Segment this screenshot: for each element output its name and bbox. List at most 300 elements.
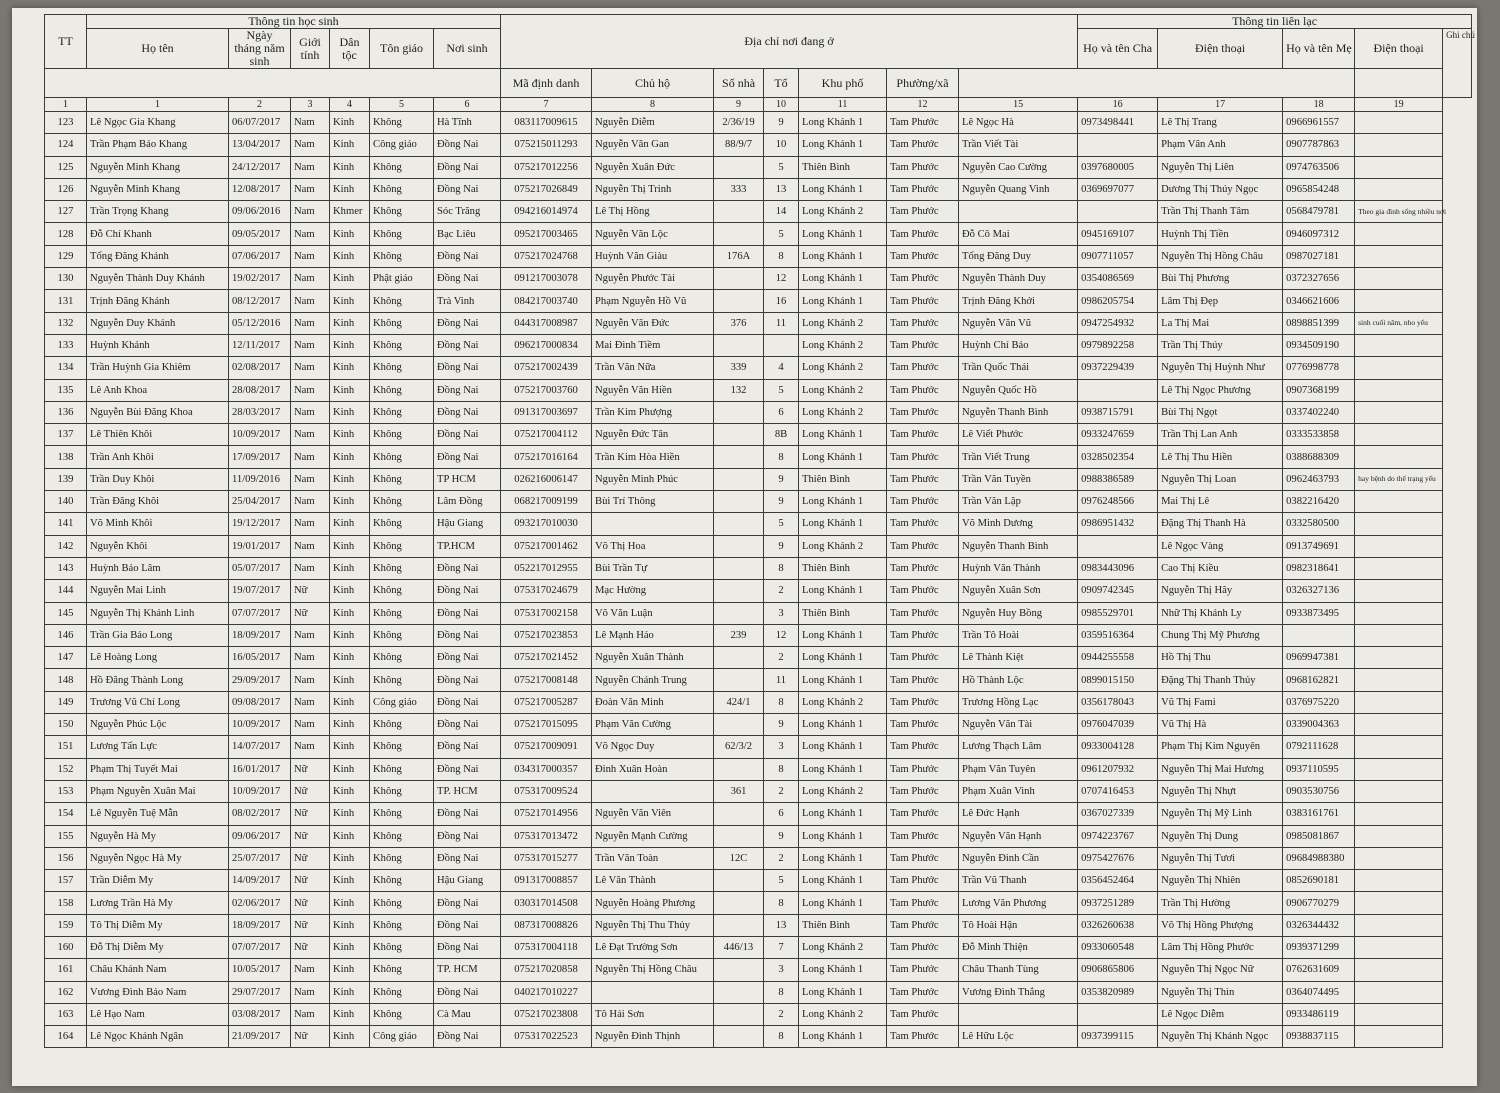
group-number: 5 [764, 379, 799, 401]
birthplace: Đồng Nai [434, 268, 501, 290]
gender: Nam [291, 134, 330, 156]
father-phone: 0899015150 [1078, 669, 1158, 691]
row-number: 160 [45, 936, 87, 958]
ward: Tam Phước [887, 825, 959, 847]
row-number: 128 [45, 223, 87, 245]
mother-name: Lâm Thị Hồng Phước [1158, 936, 1283, 958]
row-number: 163 [45, 1003, 87, 1025]
note [1355, 602, 1443, 624]
column-number: 10 [764, 98, 799, 112]
mother-name: Nguyễn Thị Liên [1158, 156, 1283, 178]
religion: Không [370, 424, 434, 446]
mother-name: La Thị Mai [1158, 312, 1283, 334]
group-number: 3 [764, 736, 799, 758]
row-number: 154 [45, 803, 87, 825]
table-row [45, 446, 1472, 468]
note [1355, 535, 1443, 557]
birthplace: Cà Mau [434, 1003, 501, 1025]
religion: Không [370, 624, 434, 646]
birthplace: Đồng Nai [434, 178, 501, 200]
ethnicity: Kinh [330, 936, 370, 958]
birthplace: Đồng Nai [434, 1026, 501, 1048]
ward: Tam Phước [887, 892, 959, 914]
id-number: 075217012256 [501, 156, 592, 178]
birthplace: Đồng Nai [434, 334, 501, 356]
table-row [45, 245, 1472, 267]
header-chu-ho: Chủ hộ [592, 69, 714, 98]
group-number [764, 334, 799, 356]
header-dan-toc: Dân tộc [330, 29, 370, 69]
gender: Nữ [291, 803, 330, 825]
group-number: 14 [764, 201, 799, 223]
household-head: Nguyễn Diễm [592, 112, 714, 134]
mother-name: Nguyễn Thị Huỳnh Như [1158, 357, 1283, 379]
table-row [45, 847, 1472, 869]
quarter: Thiên Bình [799, 468, 887, 490]
note [1355, 290, 1443, 312]
ethnicity: Kinh [330, 468, 370, 490]
religion: Không [370, 535, 434, 557]
quarter: Long Khánh 2 [799, 357, 887, 379]
household-head: Tô Hải Sơn [592, 1003, 714, 1025]
mother-name: Nguyễn Thị Tươi [1158, 847, 1283, 869]
header-to: Tổ [764, 69, 799, 98]
header-gioi-tinh: Giới tính [291, 29, 330, 69]
group-number: 8 [764, 1026, 799, 1048]
note [1355, 268, 1443, 290]
group-number: 9 [764, 714, 799, 736]
religion: Công giáo [370, 134, 434, 156]
house-number [714, 1026, 764, 1048]
house-number [714, 491, 764, 513]
ward: Tam Phước [887, 513, 959, 535]
father-phone: 0976248566 [1078, 491, 1158, 513]
id-number: 091217003078 [501, 268, 592, 290]
ward: Tam Phước [887, 468, 959, 490]
group-number: 2 [764, 1003, 799, 1025]
mother-phone: 0962463793 [1283, 468, 1355, 490]
birth-date: 05/12/2016 [229, 312, 291, 334]
father-name: Lê Đức Hạnh [959, 803, 1078, 825]
father-phone: 0707416453 [1078, 780, 1158, 802]
id-number: 075217023808 [501, 1003, 592, 1025]
father-name: Võ Minh Dương [959, 513, 1078, 535]
note [1355, 379, 1443, 401]
gender: Nữ [291, 602, 330, 624]
table-row [45, 624, 1472, 646]
mother-name: Nguyễn Thị Nhựt [1158, 780, 1283, 802]
gender: Nam [291, 178, 330, 200]
father-name: Trần Văn Lập [959, 491, 1078, 513]
ethnicity: Kinh [330, 223, 370, 245]
mother-phone: 0388688309 [1283, 446, 1355, 468]
header-tt: TT [45, 15, 87, 69]
household-head: Nguyễn Xuân Đức [592, 156, 714, 178]
quarter: Long Khánh 1 [799, 624, 887, 646]
household-head: Huỳnh Văn Giàu [592, 245, 714, 267]
birth-date: 28/08/2017 [229, 379, 291, 401]
column-number: 7 [501, 98, 592, 112]
note [1355, 736, 1443, 758]
household-head: Nguyễn Văn Gan [592, 134, 714, 156]
row-number: 158 [45, 892, 87, 914]
table-row [45, 334, 1472, 356]
father-phone: 0945169107 [1078, 223, 1158, 245]
table-row [45, 1003, 1472, 1025]
gender: Nam [291, 468, 330, 490]
group-number: 9 [764, 825, 799, 847]
gender: Nam [291, 156, 330, 178]
mother-phone: 0852690181 [1283, 870, 1355, 892]
ward: Tam Phước [887, 803, 959, 825]
mother-name: Vũ Thị Fami [1158, 691, 1283, 713]
quarter: Long Khánh 1 [799, 758, 887, 780]
quarter: Long Khánh 2 [799, 691, 887, 713]
mother-phone: 0939371299 [1283, 936, 1355, 958]
table-row [45, 870, 1472, 892]
birthplace: Đồng Nai [434, 357, 501, 379]
father-phone: 0986205754 [1078, 290, 1158, 312]
birth-date: 29/07/2017 [229, 981, 291, 1003]
household-head: Trần Kim Hòa Hiền [592, 446, 714, 468]
table-row [45, 424, 1472, 446]
birthplace: Bạc Liêu [434, 223, 501, 245]
gender: Nam [291, 714, 330, 736]
quarter: Long Khánh 2 [799, 312, 887, 334]
quarter: Long Khánh 1 [799, 1026, 887, 1048]
note [1355, 892, 1443, 914]
ethnicity: Kinh [330, 1003, 370, 1025]
house-number [714, 981, 764, 1003]
table-row [45, 825, 1472, 847]
house-number: 88/9/7 [714, 134, 764, 156]
mother-name: Lê Ngọc Vàng [1158, 535, 1283, 557]
ethnicity: Kinh [330, 780, 370, 802]
mother-name: Vũ Thị Hà [1158, 714, 1283, 736]
household-head: Nguyễn Thị Trinh [592, 178, 714, 200]
student-name: Nguyễn Phúc Lộc [87, 714, 229, 736]
birth-date: 25/04/2017 [229, 491, 291, 513]
gender: Nam [291, 268, 330, 290]
mother-name: Nguyễn Thị Hồng Châu [1158, 245, 1283, 267]
column-number: 16 [1078, 98, 1158, 112]
ethnicity: Kinh [330, 1026, 370, 1048]
mother-phone: 0907787863 [1283, 134, 1355, 156]
table-row [45, 669, 1472, 691]
birth-date: 09/06/2017 [229, 825, 291, 847]
house-number [714, 557, 764, 579]
ethnicity: Kinh [330, 245, 370, 267]
father-name: Lương Thạch Lâm [959, 736, 1078, 758]
birth-date: 19/01/2017 [229, 535, 291, 557]
father-phone: 0367027339 [1078, 803, 1158, 825]
ward: Tam Phước [887, 223, 959, 245]
note [1355, 870, 1443, 892]
religion: Không [370, 892, 434, 914]
mother-name: Nguyễn Thị Nhiên [1158, 870, 1283, 892]
id-number: 084217003740 [501, 290, 592, 312]
religion: Không [370, 178, 434, 200]
table-row [45, 112, 1472, 134]
gender: Nữ [291, 780, 330, 802]
mother-name: Lê Thị Thu Hiền [1158, 446, 1283, 468]
religion: Không [370, 669, 434, 691]
father-phone: 0906865806 [1078, 959, 1158, 981]
father-name: Trần Viết Tài [959, 134, 1078, 156]
table-row [45, 268, 1472, 290]
birthplace: TP HCM [434, 468, 501, 490]
household-head: Bùi Trí Thông [592, 491, 714, 513]
note: Theo gia đình sống nhiều nơi [1355, 201, 1443, 223]
house-number [714, 513, 764, 535]
mother-name: Dương Thị Thúy Ngọc [1158, 178, 1283, 200]
father-name: Đỗ Minh Thiện [959, 936, 1078, 958]
ward: Tam Phước [887, 981, 959, 1003]
id-number: 075317009524 [501, 780, 592, 802]
id-number: 075217021452 [501, 647, 592, 669]
ward: Tam Phước [887, 134, 959, 156]
group-number: 9 [764, 112, 799, 134]
note [1355, 780, 1443, 802]
row-number: 157 [45, 870, 87, 892]
house-number [714, 803, 764, 825]
ethnicity: Kinh [330, 647, 370, 669]
table-row [45, 156, 1472, 178]
household-head: Nguyễn Đức Tân [592, 424, 714, 446]
id-number: 075317002158 [501, 602, 592, 624]
religion: Không [370, 602, 434, 624]
id-number: 075217005287 [501, 691, 592, 713]
ward: Tam Phước [887, 914, 959, 936]
birth-date: 10/05/2017 [229, 959, 291, 981]
header-dien-thoai-me: Điện thoại [1355, 29, 1443, 69]
household-head: Bùi Trần Tự [592, 557, 714, 579]
ward: Tam Phước [887, 959, 959, 981]
ward: Tam Phước [887, 870, 959, 892]
id-number: 075217014956 [501, 803, 592, 825]
mother-name: Lê Thị Trang [1158, 112, 1283, 134]
mother-phone: 0326344432 [1283, 914, 1355, 936]
group-number: 16 [764, 290, 799, 312]
birthplace: Hậu Giang [434, 513, 501, 535]
ward: Tam Phước [887, 312, 959, 334]
header-so-nha: Số nhà [714, 69, 764, 98]
father-phone: 0907711057 [1078, 245, 1158, 267]
header-ho-ten-me: Họ và tên Mẹ [1283, 29, 1355, 69]
ethnicity: Kinh [330, 602, 370, 624]
quarter: Long Khánh 1 [799, 223, 887, 245]
father-phone: 0369697077 [1078, 178, 1158, 200]
ethnicity: Khmer [330, 201, 370, 223]
gender: Nam [291, 357, 330, 379]
household-head: Nguyễn Đình Thịnh [592, 1026, 714, 1048]
table-row [45, 178, 1472, 200]
ethnicity: Kinh [330, 178, 370, 200]
row-number: 138 [45, 446, 87, 468]
father-phone: 0933060548 [1078, 936, 1158, 958]
note [1355, 557, 1443, 579]
religion: Công giáo [370, 691, 434, 713]
mother-name: Nguyễn Thị Mai Hương [1158, 758, 1283, 780]
household-head: Võ Thị Hoa [592, 535, 714, 557]
column-number: 12 [887, 98, 959, 112]
mother-phone: 0934509190 [1283, 334, 1355, 356]
ethnicity: Kinh [330, 691, 370, 713]
id-number: 075217026849 [501, 178, 592, 200]
mother-name: Bùi Thị Phương [1158, 268, 1283, 290]
house-number [714, 424, 764, 446]
group-number: 2 [764, 647, 799, 669]
religion: Không [370, 357, 434, 379]
row-number: 164 [45, 1026, 87, 1048]
note [1355, 758, 1443, 780]
row-number: 141 [45, 513, 87, 535]
header-group-address: Địa chỉ nơi đang ở [744, 34, 834, 48]
header-dien-thoai-cha: Điện thoại [1158, 29, 1283, 69]
birth-date: 18/09/2017 [229, 624, 291, 646]
table-row [45, 401, 1472, 423]
column-number: 9 [714, 98, 764, 112]
father-phone: 0938715791 [1078, 401, 1158, 423]
student-name: Phạm Nguyễn Xuân Mai [87, 780, 229, 802]
student-name: Tô Thị Diễm My [87, 914, 229, 936]
birth-date: 25/07/2017 [229, 847, 291, 869]
father-name: Nguyễn Cao Cường [959, 156, 1078, 178]
gender: Nữ [291, 936, 330, 958]
note: sinh cuối năm, nho yếu [1355, 312, 1443, 334]
household-head: Võ Ngọc Duy [592, 736, 714, 758]
father-name: Huỳnh Văn Thành [959, 557, 1078, 579]
gender: Nam [291, 223, 330, 245]
gender: Nam [291, 624, 330, 646]
ward: Tam Phước [887, 691, 959, 713]
mother-phone: 0969947381 [1283, 647, 1355, 669]
id-number: 075217001462 [501, 535, 592, 557]
quarter: Long Khánh 2 [799, 936, 887, 958]
house-number [714, 268, 764, 290]
quarter: Long Khánh 1 [799, 847, 887, 869]
column-number: 15 [959, 98, 1078, 112]
id-number: 094216014974 [501, 201, 592, 223]
header-phuong-xa: Phường/xã [887, 69, 959, 98]
mother-phone: 0339004363 [1283, 714, 1355, 736]
quarter: Thiên Bình [799, 156, 887, 178]
birthplace: Đồng Nai [434, 245, 501, 267]
student-name: Trương Vũ Chí Long [87, 691, 229, 713]
birthplace: Hà Tĩnh [434, 112, 501, 134]
id-number: 075217009091 [501, 736, 592, 758]
ward: Tam Phước [887, 624, 959, 646]
father-name: Trần Tô Hoài [959, 624, 1078, 646]
father-phone: 0356452464 [1078, 870, 1158, 892]
mother-phone: 0762631609 [1283, 959, 1355, 981]
ethnicity: Kinh [330, 290, 370, 312]
table-row [45, 780, 1472, 802]
house-number [714, 201, 764, 223]
ethnicity: Kinh [330, 334, 370, 356]
group-number: 2 [764, 847, 799, 869]
mother-name: Nguyễn Thị Ngọc Nữ [1158, 959, 1283, 981]
student-name: Lê Ngọc Gia Khang [87, 112, 229, 134]
student-name: Nguyễn Bùi Đăng Khoa [87, 401, 229, 423]
row-number: 134 [45, 357, 87, 379]
mother-phone: 0332580500 [1283, 513, 1355, 535]
birthplace: Đồng Nai [434, 714, 501, 736]
quarter: Long Khánh 1 [799, 268, 887, 290]
note [1355, 803, 1443, 825]
religion: Không [370, 557, 434, 579]
ethnicity: Kinh [330, 401, 370, 423]
note [1355, 112, 1443, 134]
religion: Không [370, 401, 434, 423]
gender: Nam [291, 112, 330, 134]
house-number: 239 [714, 624, 764, 646]
birthplace: Đồng Nai [434, 892, 501, 914]
father-phone: 0937251289 [1078, 892, 1158, 914]
gender: Nam [291, 535, 330, 557]
gender: Nam [291, 401, 330, 423]
note: hay bệnh do thể trạng yếu [1355, 468, 1443, 490]
student-name: Trần Đăng Khôi [87, 491, 229, 513]
house-number: 361 [714, 780, 764, 802]
student-name: Hồ Đăng Thành Long [87, 669, 229, 691]
row-number: 151 [45, 736, 87, 758]
ward: Tam Phước [887, 290, 959, 312]
ward: Tam Phước [887, 424, 959, 446]
religion: Không [370, 513, 434, 535]
religion: Không [370, 758, 434, 780]
column-number: 5 [370, 98, 434, 112]
father-phone: 0933247659 [1078, 424, 1158, 446]
note [1355, 513, 1443, 535]
ward: Tam Phước [887, 580, 959, 602]
birthplace: Đồng Nai [434, 446, 501, 468]
religion: Không [370, 468, 434, 490]
birthplace: Đồng Nai [434, 847, 501, 869]
id-number: 096217000834 [501, 334, 592, 356]
quarter: Long Khánh 1 [799, 134, 887, 156]
mother-phone: 0987027181 [1283, 245, 1355, 267]
id-number: 091317008857 [501, 870, 592, 892]
table-row [45, 936, 1472, 958]
mother-phone: 0933873495 [1283, 602, 1355, 624]
note [1355, 156, 1443, 178]
house-number [714, 825, 764, 847]
table-row [45, 914, 1472, 936]
quarter: Long Khánh 1 [799, 714, 887, 736]
ward: Tam Phước [887, 357, 959, 379]
father-phone: 0933004128 [1078, 736, 1158, 758]
header-group-address-block [501, 15, 1078, 69]
quarter: Long Khánh 2 [799, 401, 887, 423]
birthplace: TP. HCM [434, 780, 501, 802]
father-name: Nguyễn Thanh Bình [959, 401, 1078, 423]
house-number [714, 334, 764, 356]
father-name: Nguyễn Văn Vũ [959, 312, 1078, 334]
house-number: 176A [714, 245, 764, 267]
father-name: Lê Hữu Lộc [959, 1026, 1078, 1048]
student-name: Trần Diễm My [87, 870, 229, 892]
mother-phone: 0968162821 [1283, 669, 1355, 691]
row-number: 139 [45, 468, 87, 490]
header-group-contact: Thông tin liên lạc [1078, 15, 1472, 29]
father-name: Trần Quốc Thái [959, 357, 1078, 379]
student-name: Lương Tấn Lực [87, 736, 229, 758]
birth-date: 09/06/2016 [229, 201, 291, 223]
group-number: 12 [764, 624, 799, 646]
mother-phone: 0933486119 [1283, 1003, 1355, 1025]
household-head: Nguyễn Thị Hồng Châu [592, 959, 714, 981]
